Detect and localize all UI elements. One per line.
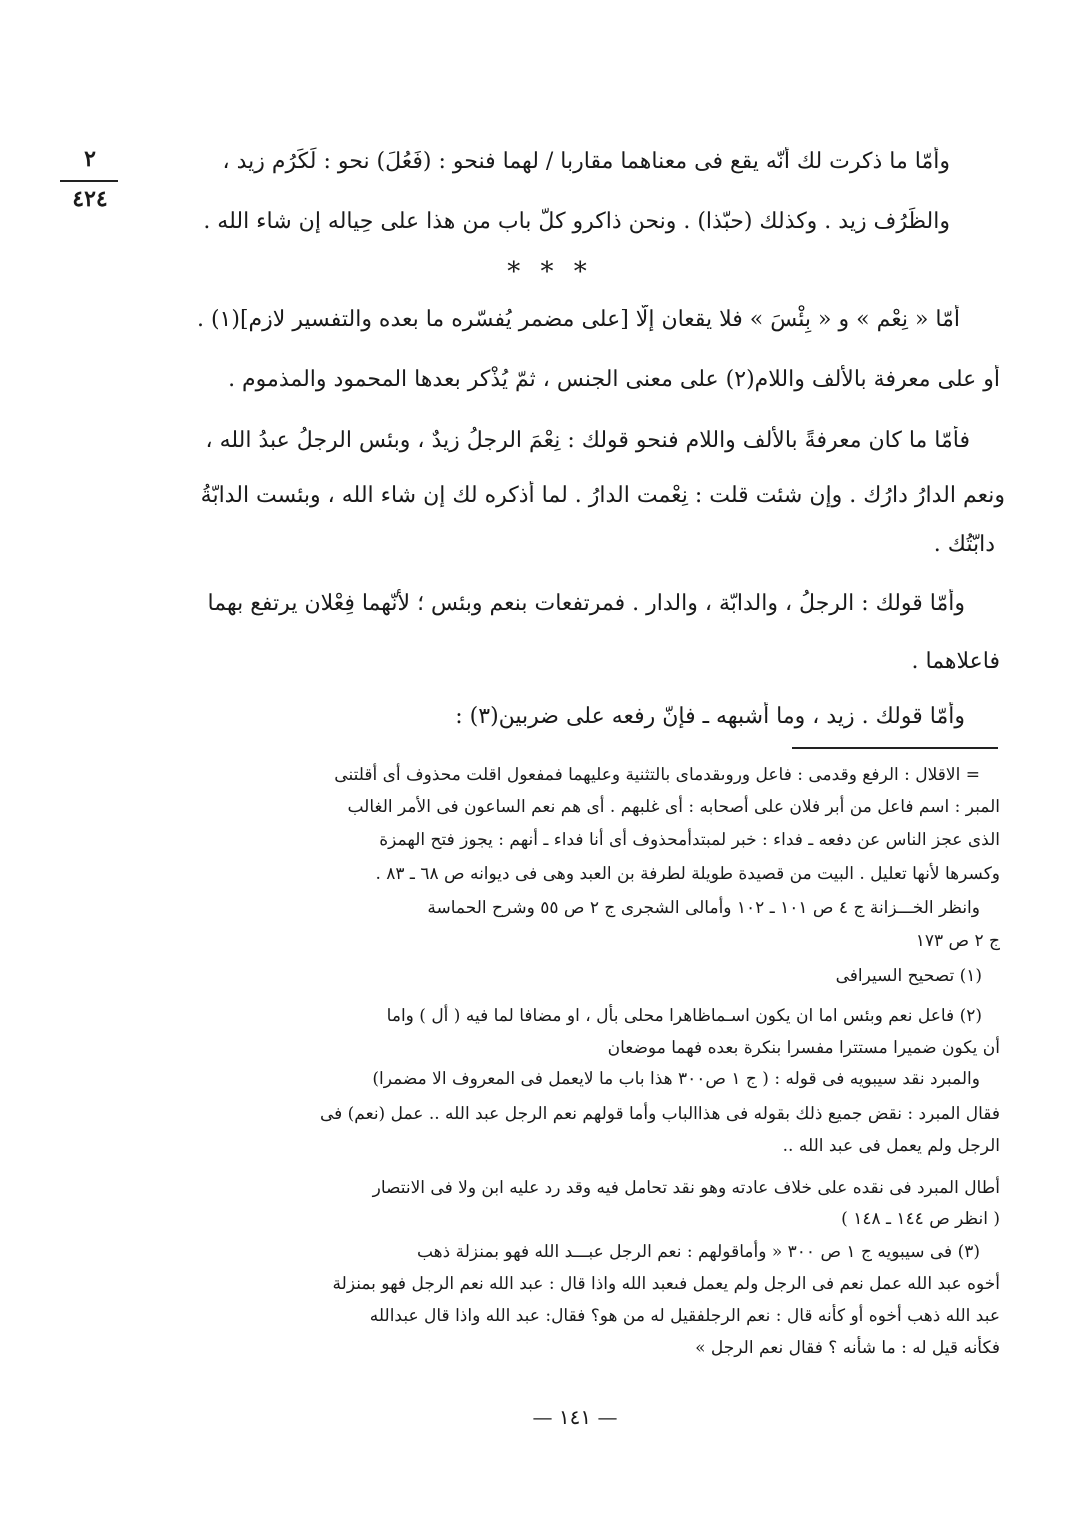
main-line: وأمّا قولك : الرجلُ ، والدابّة ، والدار . فمرتفعات بنعم وبئس ؛ لأنّهما فِعْلان يرتفع بهما xyxy=(207,591,965,616)
footnote-line: أطال المبرد فى نقده على خلاف عادته وهو نقد تحامل فيه وقد رد عليه ابن ولا فى الانتصار xyxy=(372,1178,1000,1198)
main-line: دابّتُك . xyxy=(933,532,995,557)
footnote-line: وكسرها لأنها تعليل . البيت من قصيدة طويلة لطرفة بن العبد وهى فى ديوانه ص ٦٨ ـ ٨٣ . xyxy=(375,864,1000,884)
main-line: فاعلاهما . xyxy=(911,649,1000,674)
footnote-line: = الاقلال : الرفع وقدمى : فاعل وروىقدماى بالتثنية وعليهما فمفعول اقلت محذوف أى أقلتنى xyxy=(334,765,980,785)
margin-rule xyxy=(60,180,118,182)
main-line: فأمّا ما كان معرفةً بالألف واللام فنحو قولك : نِعْمَ الرجلُ زيدٌ ، وبئس الرجلُ عبدُ الله ، xyxy=(205,428,970,453)
footnote-line: (١) تصحيح السيرافى xyxy=(835,966,982,986)
footnote-line: ( انظر ص ١٤٤ ـ ١٤٨ ) xyxy=(841,1209,1000,1229)
footnote-line: عبد الله ذهب أخوه أو كأنه قال : نعم الرجلفقيل له من هو؟ فقال: عبد الله واذا قال عبدالله xyxy=(369,1306,1000,1326)
margin-ref-top: ٢ xyxy=(84,146,96,172)
page-number: — ١٤١ — xyxy=(532,1405,618,1429)
footnote-line: أخوه عبد الله عمل نعم فى الرجل ولم يعمل فىعبد الله واذا قال : عبد الله نعم الرجل فهو بمنزلة xyxy=(332,1274,1000,1294)
footnote-line: الرجل ولم يعمل فى عبد الله .. xyxy=(782,1136,1000,1156)
main-line: ونعم الدارُ دارُك . وإن شئت قلت : نِعْمت الدارُ . لما أذكره لك إن شاء الله ، وبئست الدابّةُ xyxy=(200,483,1005,508)
main-line: أو على معرفة بالألف واللام(٢) على معنى الجنس ، ثمّ يُذْكر بعدها المحمود والمذموم . xyxy=(228,367,1000,392)
footnote-separator xyxy=(792,747,998,749)
footnote-line: فقال المبرد : نقض جميع ذلك بقوله فى هذاالباب وأما قولهم نعم الرجل عبد الله .. عمل (نعم) فى xyxy=(319,1104,1000,1124)
footnote-line: (٢) فاعل نعم وبئس اما ان يكون اسـماظاهرا محلى بأل ، او مضافا لما فيه ( أل ) واما xyxy=(386,1006,982,1026)
main-line: أمّا « نِعْم » و « بِئْسَ » فلا يقعان إلّا [على مضمر يُفسّره ما بعده والتفسير لازم](١) . xyxy=(196,307,960,332)
footnote-line: أن يكون ضميرا مستترا مفسرا بنكرة بعده فهما موضعان xyxy=(607,1038,1000,1058)
main-line: والظَرُف زيد . وكذلك (حبّذا) . ونحن ذاكرو كلّ باب من هذا على حِياله إن شاء الله . xyxy=(203,209,950,234)
footnote-line: وانظر الخـــزانة ج ٤ ص ١٠١ ـ ١٠٢ وأمالى الشجرى ج ٢ ص ٥٥ وشرح الحماسة xyxy=(427,898,980,918)
footnote-line: (٣) فى سيبويه ج ١ ص ٣٠٠ « وأماقولهم : نعم الرجل عبـــد الله فهو بمنزلة ذهب xyxy=(416,1242,980,1262)
footnote-line: الذى عجز الناس عن دفعه ـ فداء : خبر لمبتدأمحذوف أى أنا فداء ـ أنهم : يجوز فتح الهمزة xyxy=(379,830,1000,850)
main-line: وأمّا قولك . زيد ، وما أشبهه ـ فإنّ رفعه على ضربين(٣) : xyxy=(455,704,965,729)
footnote-line: فكأنه قيل له : ما شأنه ؟ فقال نعم الرجل » xyxy=(695,1338,1000,1358)
footnote-line: ج ٢ ص ١٧٣ xyxy=(915,931,1000,951)
section-divider-stars: * * * xyxy=(507,257,593,287)
footnote-line: والمبرد نقد سيبويه فى قوله : ( ج ١ ص٣٠٠ هذا باب ما لايعمل فى المعروف الا مضمرا) xyxy=(372,1069,980,1089)
main-line: وأمّا ما ذكرت لك أنّه يقع فى معناهما مقاربا / لهما فنحو : (فَعُلَ) نحو : لَكَرُم زيد ، xyxy=(222,149,950,174)
margin-ref-bottom: ٤٢٤ xyxy=(72,186,108,212)
footnote-line: المبر : اسم فاعل من أبر فلان على أصحابه : أى غلبهم . أى هم نعم الساعون فى الأمر الغالب xyxy=(347,797,1000,817)
